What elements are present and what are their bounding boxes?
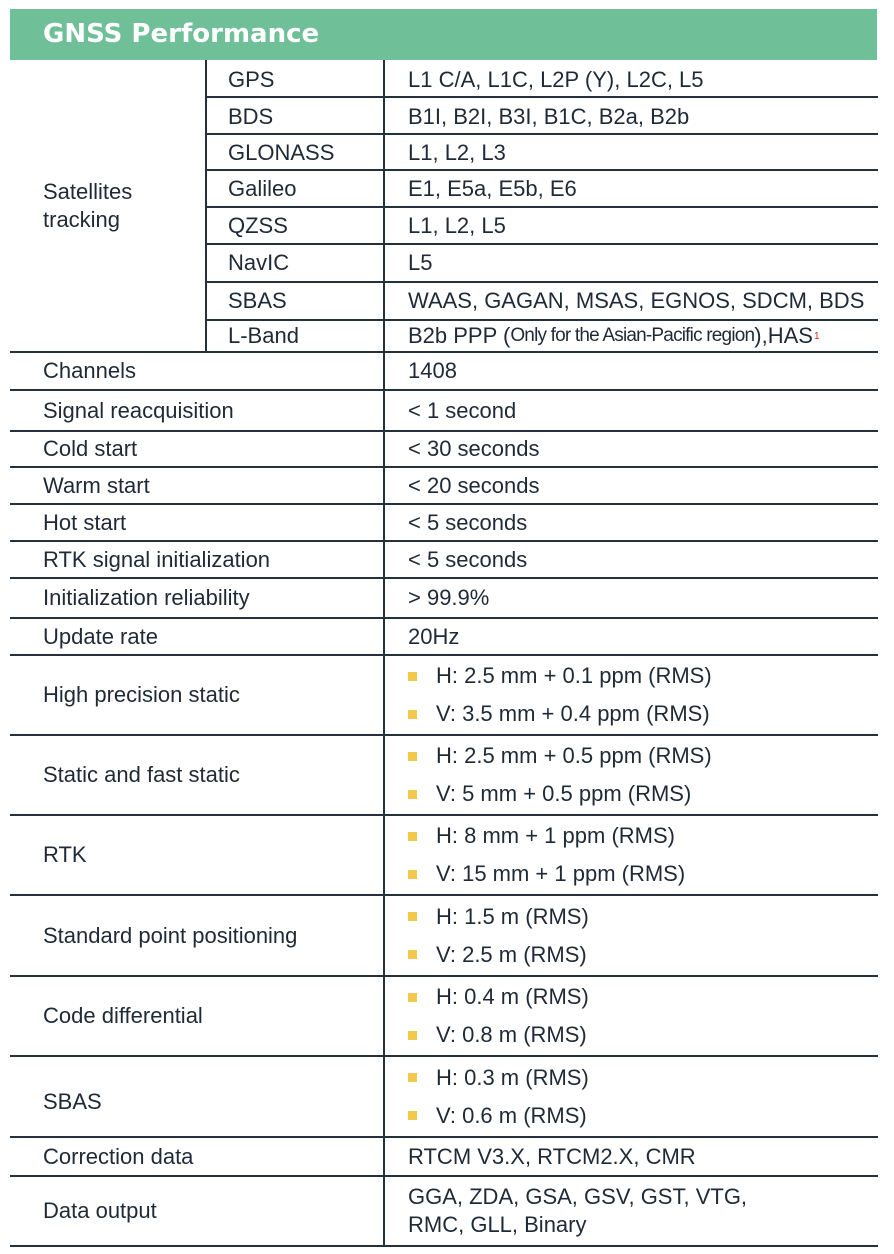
system-sbas: SBAS xyxy=(228,288,287,313)
bullet-icon xyxy=(408,912,417,921)
section-title: GNSS Performance xyxy=(10,9,877,60)
channels-value: 1408 xyxy=(408,358,457,383)
signal-reacquisition-label: Signal reacquisition xyxy=(43,397,234,423)
bullet-icon xyxy=(408,1111,417,1120)
row-divider xyxy=(205,243,878,245)
vertical-accuracy: V: 0.8 m (RMS) xyxy=(436,1022,587,1047)
signal-reacquisition-value: < 1 second xyxy=(408,397,517,423)
bullet-icon xyxy=(408,1031,417,1040)
row-divider xyxy=(205,281,878,283)
bullet-icon xyxy=(408,950,417,959)
row-divider xyxy=(10,1175,878,1177)
data-output-value xyxy=(408,1176,888,1246)
horizontal-accuracy: H: 1.5 m (RMS) xyxy=(436,903,589,929)
row-divider xyxy=(10,577,878,579)
rtk-init-value: < 5 seconds xyxy=(408,546,528,572)
column-divider xyxy=(383,60,385,1246)
list-item xyxy=(408,978,589,1016)
correction-data-value: RTCM V3.X, RTCM2.X, CMR xyxy=(408,1143,696,1169)
bullet-icon xyxy=(408,752,417,761)
system-galileo: Galileo xyxy=(228,175,297,201)
bullet-icon xyxy=(408,993,417,1002)
row-divider xyxy=(10,654,878,656)
data-output-label: Data output xyxy=(43,1198,157,1223)
lband-suffix: ),HAS xyxy=(754,323,813,348)
horizontal-accuracy: H: 8 mm + 1 ppm (RMS) xyxy=(436,823,675,848)
update-rate-value: 20Hz xyxy=(408,623,460,649)
row-divider xyxy=(205,206,878,208)
row-divider xyxy=(10,466,878,468)
signals-lband xyxy=(408,320,888,352)
row-divider xyxy=(10,814,878,816)
horizontal-accuracy: H: 0.3 m (RMS) xyxy=(436,1064,589,1090)
bullet-icon xyxy=(408,672,417,681)
correction-data-label: Correction data xyxy=(43,1143,194,1169)
standard-point-positioning-value xyxy=(408,895,888,976)
bullet-icon xyxy=(408,832,417,841)
update-rate-label: Update rate xyxy=(43,623,158,649)
signals-bds: B1I, B2I, B3I, B1C, B2a, B2b xyxy=(408,103,690,129)
row-divider xyxy=(10,503,878,505)
bullet-icon xyxy=(408,870,417,879)
horizontal-accuracy: H: 0.4 m (RMS) xyxy=(436,984,589,1009)
lband-prefix: B2b PPP ( xyxy=(408,323,511,348)
horizontal-accuracy: H: 2.5 mm + 0.5 ppm (RMS) xyxy=(436,743,712,768)
signals-galileo: E1, E5a, E5b, E6 xyxy=(408,175,577,201)
high-precision-static-value xyxy=(408,655,888,735)
data-output-line-1: GGA, ZDA, GSA, GSV, GST, VTG, xyxy=(408,1184,748,1209)
warm-start-value: < 20 seconds xyxy=(408,472,540,498)
row-divider xyxy=(10,975,878,977)
row-divider xyxy=(205,319,878,321)
code-differential-value xyxy=(408,976,888,1056)
system-gps: GPS xyxy=(228,67,275,92)
vertical-accuracy: V: 15 mm + 1 ppm (RMS) xyxy=(436,861,686,886)
vertical-accuracy: V: 3.5 mm + 0.4 ppm (RMS) xyxy=(436,701,710,726)
list-item xyxy=(408,855,685,893)
system-glonass: GLONASS xyxy=(228,139,335,165)
row-divider xyxy=(10,617,878,619)
hot-start-label: Hot start xyxy=(43,509,127,535)
row-divider xyxy=(10,1245,878,1247)
bullet-icon xyxy=(408,710,417,719)
signals-gps: L1 C/A, L1C, L2P (Y), L2C, L5 xyxy=(408,67,704,92)
row-divider xyxy=(205,133,878,135)
vertical-accuracy: V: 5 mm + 0.5 ppm (RMS) xyxy=(436,781,692,806)
list-item xyxy=(408,737,712,775)
cold-start-label: Cold start xyxy=(43,436,138,461)
row-divider xyxy=(10,351,878,353)
sbas-accuracy-value xyxy=(408,1056,888,1137)
row-divider xyxy=(10,430,878,432)
satellites-tracking-text: Satellites tracking xyxy=(43,179,133,232)
channels-label: Channels xyxy=(43,358,136,383)
rtk-value xyxy=(408,815,888,895)
list-item xyxy=(408,1016,587,1054)
row-divider xyxy=(10,734,878,736)
list-item xyxy=(408,657,712,695)
rtk-label: RTK xyxy=(43,842,87,867)
sbas-accuracy-label: SBAS xyxy=(43,1088,102,1114)
system-qzss: QZSS xyxy=(228,212,288,238)
rtk-init-label: RTK signal initialization xyxy=(43,546,271,572)
list-item xyxy=(408,775,691,813)
cold-start-value: < 30 seconds xyxy=(408,436,540,461)
bullet-icon xyxy=(408,1073,417,1082)
high-precision-static-label: High precision static xyxy=(43,682,240,707)
vertical-accuracy: V: 0.6 m (RMS) xyxy=(436,1102,587,1128)
row-divider xyxy=(10,1136,878,1138)
horizontal-accuracy: H: 2.5 mm + 0.1 ppm (RMS) xyxy=(436,663,712,688)
list-item xyxy=(408,817,675,855)
row-divider xyxy=(205,169,878,171)
signals-qzss: L1, L2, L5 xyxy=(408,212,506,238)
list-item xyxy=(408,1097,587,1135)
lband-region-note: Only for the Asian-Pacific region xyxy=(510,325,755,346)
footnote-marker: 1 xyxy=(813,330,820,342)
system-navic: NavIC xyxy=(228,250,290,275)
list-item xyxy=(408,898,589,936)
system-bds: BDS xyxy=(228,103,274,129)
init-reliability-label: Initialization reliability xyxy=(43,585,250,610)
row-divider xyxy=(10,389,878,391)
warm-start-label: Warm start xyxy=(43,472,150,498)
static-fast-static-value xyxy=(408,735,888,815)
bullet-icon xyxy=(408,790,417,799)
list-item xyxy=(408,695,710,733)
static-fast-static-label: Static and fast static xyxy=(43,762,240,787)
signals-sbas: WAAS, GAGAN, MSAS, EGNOS, SDCM, BDS xyxy=(408,288,865,313)
hot-start-value: < 5 seconds xyxy=(408,509,528,535)
standard-point-positioning-label: Standard point positioning xyxy=(43,922,298,948)
data-output-line-2: RMC, GLL, Binary xyxy=(408,1212,587,1237)
system-lband: L-Band xyxy=(228,323,299,348)
list-item xyxy=(408,936,587,974)
row-divider xyxy=(205,96,878,98)
signals-glonass: L1, L2, L3 xyxy=(408,139,506,165)
signals-navic: L5 xyxy=(408,250,433,275)
row-divider xyxy=(10,540,878,542)
code-differential-label: Code differential xyxy=(43,1003,203,1028)
row-divider xyxy=(10,894,878,896)
init-reliability-value: > 99.9% xyxy=(408,585,490,610)
list-item xyxy=(408,1059,589,1097)
row-divider xyxy=(10,1055,878,1057)
vertical-accuracy: V: 2.5 m (RMS) xyxy=(436,941,587,967)
